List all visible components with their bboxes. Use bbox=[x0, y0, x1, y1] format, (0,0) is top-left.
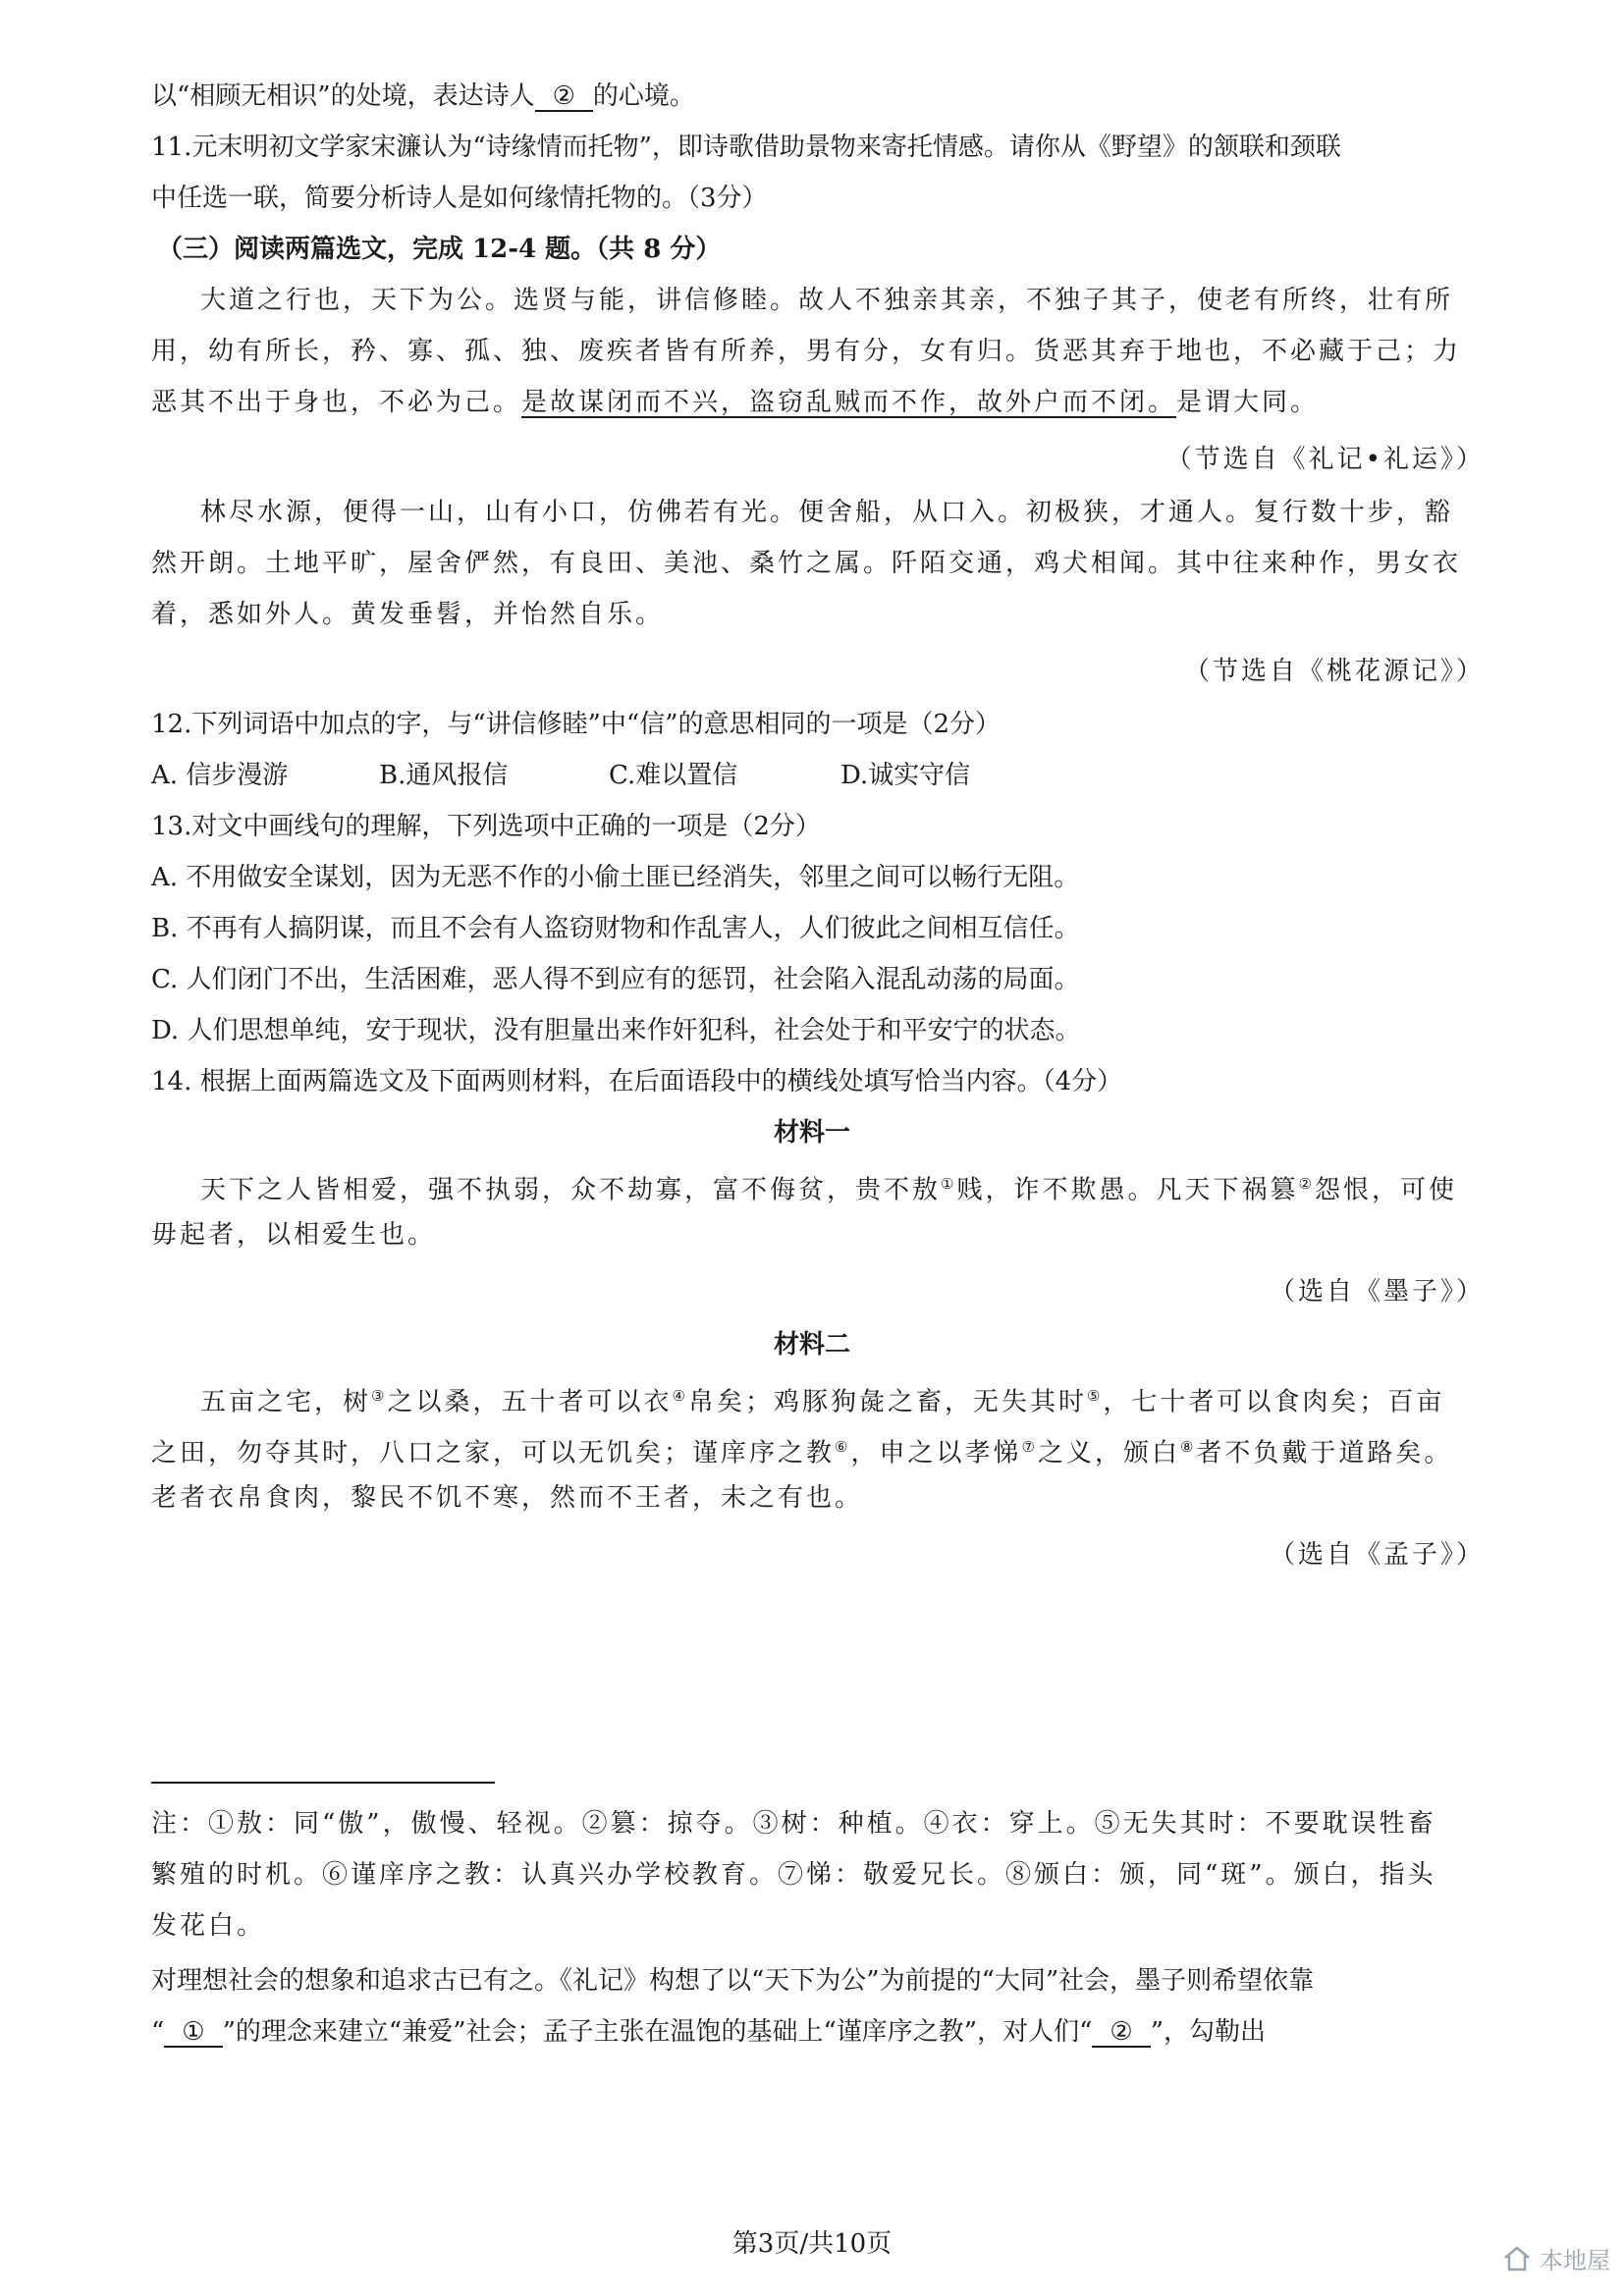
footnote-rule bbox=[151, 1782, 495, 1784]
taohuayuan-line3: 着，悉如外人。黄发垂髫，并怡然自乐。 bbox=[151, 600, 665, 629]
liyun-line2: 用，幼有所长，矜、寡、孤、独、废疾者皆有所养，男有分，女有归。货恶其弃于地也，不必藏于己；力 bbox=[151, 337, 1462, 366]
q13-option-d: D. 人们思想单纯，安于现状，没有胆量出来作奸犯科，社会处于和平安宁的状态。 bbox=[151, 1016, 1081, 1045]
q14-stem: 14. 根据上面两篇选文及下面两则材料，在后面语段中的横线处填写恰当内容。（4分） bbox=[151, 1067, 1123, 1096]
q13-option-a: A. 不用做安全谋划，因为无恶不作的小偷土匪已经消失，邻里之间可以畅行无阻。 bbox=[151, 863, 1080, 892]
house-icon bbox=[1502, 2244, 1532, 2273]
closing-paragraph-line1: 对理想社会的想象和追求古已有之。《礼记》构想了以“天下为公”为前提的“大同”社会，墨子则希望依靠 bbox=[151, 1966, 1315, 1996]
answer-blank-2: ② bbox=[1092, 2018, 1150, 2048]
answer-blank-1: ① bbox=[164, 2018, 222, 2048]
q11-line1: 11.元末明初文学家宋濂认为“诗缘情而托物”，即诗歌借助景物来寄托情感。请你从《野望》的颔联和颈联 bbox=[151, 133, 1341, 162]
q11-line2: 中任选一联，简要分析诗人是如何缘情托物的。（3分） bbox=[151, 184, 768, 213]
material-2-source: （选自《孟子》） bbox=[1269, 1540, 1485, 1570]
footnote-line3: 发花白。 bbox=[151, 1911, 266, 1941]
q13-option-b: B. 不再有人搞阴谋，而且不会有人盗窃财物和作乱害人，人们彼此之间相互信任。 bbox=[151, 914, 1080, 943]
material-1-line1: 天下之人皆相爱，强不执弱，众不劫寡，富不侮贫，贵不敖①贱，诈不欺愚。凡天下祸篡②怨恨，可使 bbox=[200, 1175, 1457, 1205]
taohuayuan-line2: 然开朗。土地平旷，屋舍俨然，有良田、美池、桑竹之属。阡陌交通，鸡犬相闻。其中往来种作，男女衣 bbox=[151, 549, 1462, 578]
footnote-line1: 注：①敖：同“傲”，傲慢、轻视。②篡：掠夺。③树：种植。④衣：穿上。⑤无失其时：不要耽误牲畜 bbox=[151, 1809, 1436, 1839]
q12-option-b: B.通风报信 bbox=[379, 761, 509, 790]
material-1-title: 材料一 bbox=[773, 1118, 850, 1148]
q10-continuation: 以“相顾无相识”的处境，表达诗人 ② 的心境。 bbox=[151, 81, 695, 111]
q12-option-a: A. 信步漫游 bbox=[151, 761, 289, 790]
material-1-line2: 毋起者，以相爱生也。 bbox=[151, 1220, 437, 1250]
q12-stem: 12.下列词语中加点的字，与“讲信修睦”中“信”的意思相同的一项是（2分） bbox=[151, 710, 1001, 739]
material-2-line1: 五亩之宅，树③之以桑，五十者可以衣④帛矣；鸡豚狗彘之畜，无失其时⑤，七十者可以食肉矣；百亩 bbox=[200, 1387, 1445, 1417]
taohuayuan-source: （节选自《桃花源记》） bbox=[1183, 657, 1485, 686]
section-3-heading: （三）阅读两篇选文，完成 12-4 题。（共 8 分） bbox=[157, 235, 722, 264]
material-2-line3: 老者衣帛食肉，黎民不饥不寒，然而不王者，未之有也。 bbox=[151, 1483, 864, 1513]
watermark: 本地屋 bbox=[1502, 2241, 1610, 2275]
liyun-line3: 恶其不出于身也，不必为己。是故谋闭而不兴，盗窃乱贼而不作，故外户而不闭。是谓大同。 bbox=[151, 388, 1320, 417]
q12-option-d: D.诚实守信 bbox=[840, 761, 971, 790]
q13-stem: 13.对文中画线句的理解，下列选项中正确的一项是（2分） bbox=[151, 812, 821, 841]
q12-option-c: C.难以置信 bbox=[609, 761, 738, 790]
footnote-line2: 繁殖的时机。⑥谨庠序之教：认真兴办学校教育。⑦悌：敬爱兄长。⑧颁白：颁，同“斑”。颁白，指头 bbox=[151, 1860, 1436, 1890]
material-1-source: （选自《墨子》） bbox=[1269, 1277, 1485, 1307]
taohuayuan-line1: 林尽水源，便得一山，山有小口，仿佛若有光。便舍船，从口入。初极狭，才通人。复行数十步，豁 bbox=[200, 498, 1454, 527]
material-2-line2: 之田，勿夺其时，八口之家，可以无饥矣；谨庠序之教⑥，申之以孝悌⑦之义，颁白⑧者不负戴于道路矣。 bbox=[151, 1438, 1453, 1468]
answer-blank: ② bbox=[535, 82, 593, 112]
liyun-line1: 大道之行也，天下为公。选贤与能，讲信修睦。故人不独亲其亲，不独子其子，使老有所终，壮有所 bbox=[200, 286, 1454, 315]
q12-options bbox=[151, 756, 1485, 795]
liyun-source: （节选自《礼记•礼运》） bbox=[1165, 445, 1485, 474]
q13-option-c: C. 人们闭门不出，生活困难，恶人得不到应有的惩罚，社会陷入混乱动荡的局面。 bbox=[151, 965, 1080, 994]
underlined-sentence: 是故谋闭而不兴，盗窃乱贼而不作，故外户而不闭。 bbox=[521, 388, 1177, 417]
page-number: 第3页/共10页 bbox=[731, 2229, 893, 2259]
material-2-title: 材料二 bbox=[773, 1330, 850, 1360]
closing-paragraph-line2: “ ① ”的理念来建立“兼爱”社会；孟子主张在温饱的基础上“谨庠序之教”，对人们“ ② ”，勾勒出 bbox=[151, 2017, 1266, 2047]
